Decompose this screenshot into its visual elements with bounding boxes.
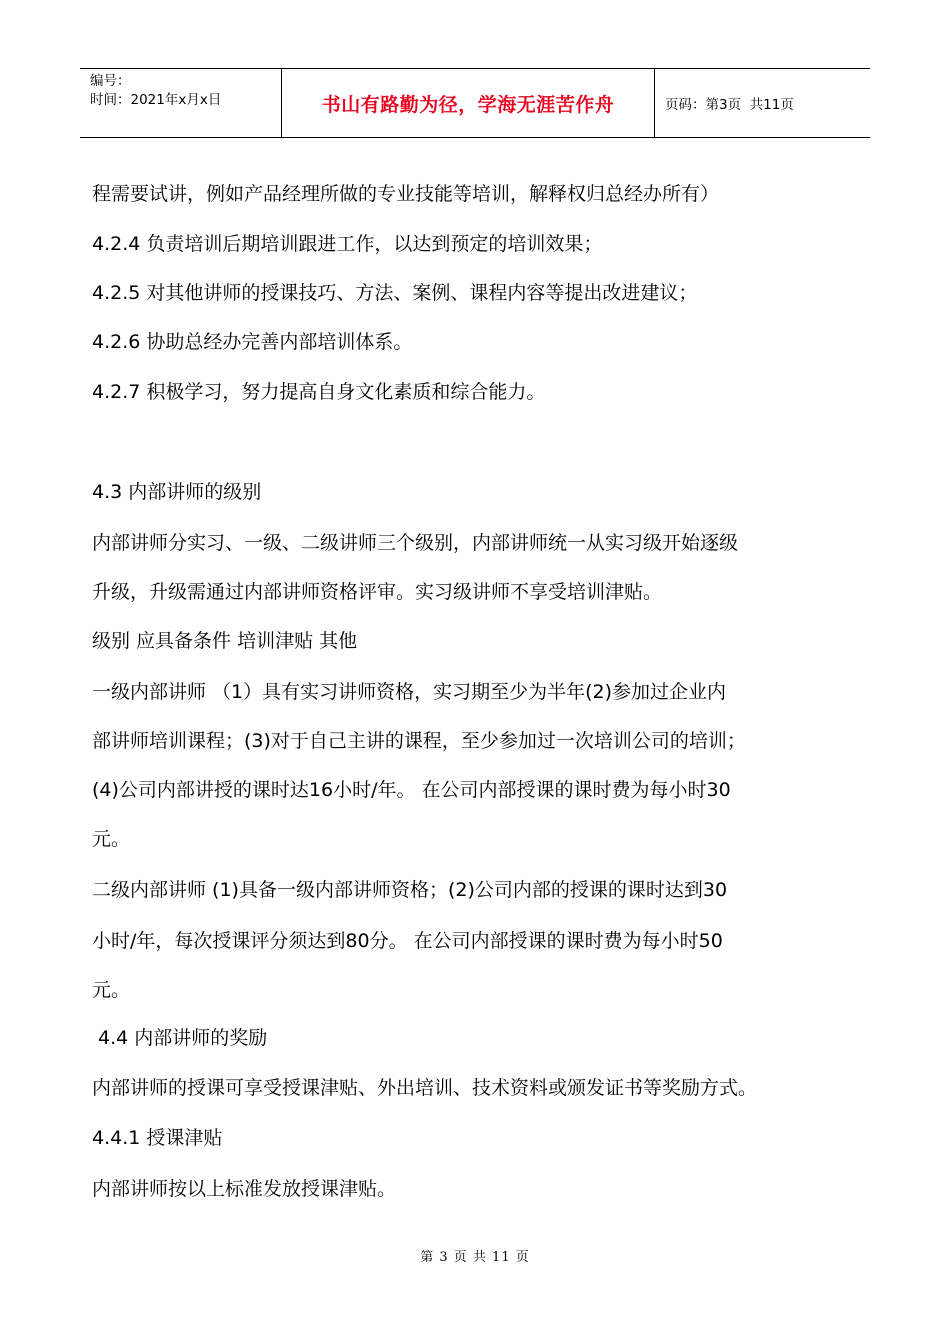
paragraph-line: 部讲师培训课程；(3)对于自己主讲的课程，至少参加过一次培训公司的培训； <box>92 730 746 752</box>
paragraph-line: 一级内部讲师 （1）具有实习讲师资格，实习期至少为半年(2)参加过企业内 <box>92 681 727 703</box>
paragraph-line: 程需要试讲，例如产品经理所做的专业技能等培训，解释权归总经办所有） <box>92 183 720 205</box>
header-meta <box>80 69 282 137</box>
document-time-label: 时间：2021年x月x日 <box>90 92 222 108</box>
section-heading: 4.4 内部讲师的奖励 <box>92 1027 268 1049</box>
paragraph-line: (4)公司内部讲授的课时达16小时/年。 在公司内部授课的课时费为每小时30 <box>92 779 731 801</box>
document-number-label: 编号： <box>90 73 131 89</box>
section-heading: 4.4.1 授课津贴 <box>92 1127 223 1149</box>
section-heading: 4.3 内部讲师的级别 <box>92 481 262 503</box>
paragraph-line: 4.2.5 对其他讲师的授课技巧、方法、案例、课程内容等提出改进建议； <box>92 282 698 304</box>
page-footer: 第 3 页 共 11 页 <box>420 1250 530 1265</box>
header-page-info <box>655 69 870 137</box>
paragraph-line: 4.2.7 积极学习，努力提高自身文化素质和综合能力。 <box>92 381 546 403</box>
table-header-line: 级别 应具备条件 培训津贴 其他 <box>92 630 358 652</box>
paragraph-line: 元。 <box>92 979 131 1001</box>
paragraph-line: 内部讲师分实习、一级、二级讲师三个级别，内部讲师统一从实习级开始逐级 <box>92 532 739 554</box>
paragraph-line: 元。 <box>92 828 131 850</box>
paragraph-line: 内部讲师按以上标准发放授课津贴。 <box>92 1178 397 1200</box>
paragraph-line: 4.2.4 负责培训后期培训跟进工作，以达到预定的培训效果； <box>92 233 603 255</box>
header-motto: 书山有路勤为径，学海无涯苦作舟 <box>282 69 655 137</box>
paragraph-line: 小时/年，每次授课评分须达到80分。 在公司内部授课的课时费为每小时50 <box>92 930 723 952</box>
paragraph-line: 内部讲师的授课可享受授课津贴、外出培训、技术资料或颁发证书等奖励方式。 <box>92 1077 758 1099</box>
paragraph-line: 升级，升级需通过内部讲师资格评审。实习级讲师不享受培训津贴。 <box>92 581 663 603</box>
paragraph-line: 4.2.6 协助总经办完善内部培训体系。 <box>92 331 413 353</box>
paragraph-line: 二级内部讲师 (1)具备一级内部讲师资格；(2)公司内部的授课的课时达到30 <box>92 879 728 901</box>
page-header <box>80 68 870 138</box>
page-info-text: 页码：第3页 共11页 <box>665 97 794 113</box>
